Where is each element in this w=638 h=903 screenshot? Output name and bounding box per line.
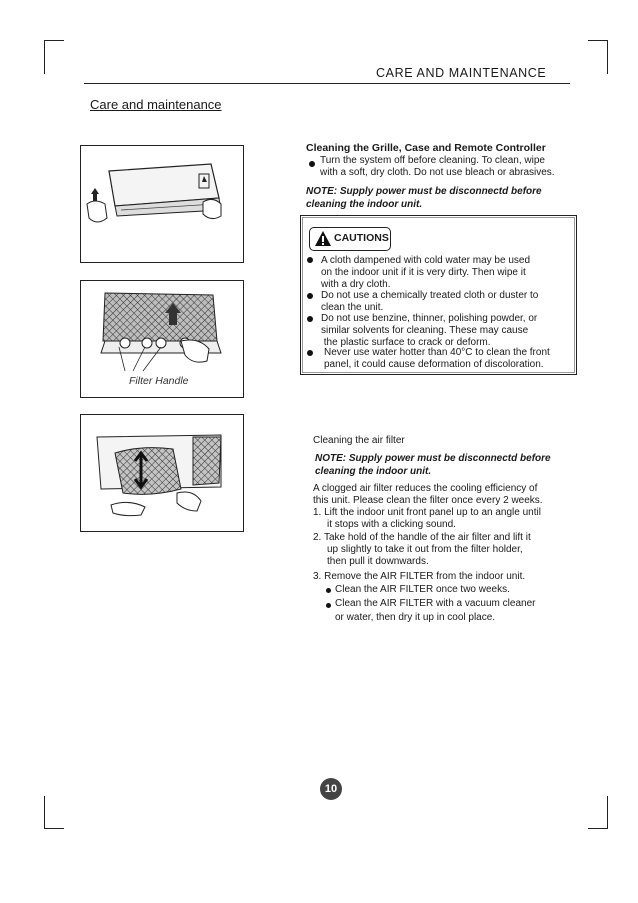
warning-icon [314,230,332,247]
grille-bullet-line-1: Turn the system off before cleaning. To clean, wipe [320,155,545,166]
grille-note-line-1: NOTE: Supply power must be disconnectd before [306,186,542,197]
filter-step-3: 3. Remove the AIR FILTER from the indoor unit. [313,571,526,582]
caution-2-line-1: Do not use a chemically treated cloth or duster to [321,290,539,301]
bullet-dot [307,316,313,322]
filter-removal-illustration [81,415,243,531]
crop-mark-top-left-h [44,40,64,41]
indoor-unit-illustration [81,146,243,262]
filter-sub-1: Clean the AIR FILTER once two weeks. [335,584,510,595]
filter-intro-line-2: this unit. Please clean the filter once every 2 weeks. [313,495,543,506]
crop-mark-bottom-left-v [44,796,45,829]
crop-mark-bottom-right-h [588,828,608,829]
filter-handle-caption: Filter Handle [129,375,189,387]
grille-note-line-2: cleaning the indoor unit. [306,199,423,210]
bullet-dot [307,350,313,356]
filter-sub-2-line-2: or water, then dry it up in cool place. [335,612,496,623]
crop-mark-top-left-v [44,40,45,74]
header-rule [84,83,570,84]
crop-mark-top-right-h [588,40,608,41]
caution-3-line-1: Do not use benzine, thinner, polishing powder, or [321,313,538,324]
crop-mark-bottom-right-v [607,796,608,829]
filter-note-line-1: NOTE: Supply power must be disconnectd before [315,453,551,464]
filter-step-1-line-1: 1. Lift the indoor unit front panel up to an angle until [313,507,541,518]
bullet-dot [309,161,315,167]
bullet-dot [326,603,331,608]
bullet-dot [307,293,313,299]
caution-3-line-3: the plastic surface to crack or deform. [321,337,491,348]
filter-step-2-line-2: up slightly to take it out from the filter holder, [327,544,523,555]
bullet-dot [307,257,313,263]
caution-1-line-1: A cloth dampened with cold water may be used [321,255,531,266]
caution-4-line-2: panel, it could cause deformation of discoloration. [324,359,544,370]
grille-heading: Cleaning the Grille, Case and Remote Controller [306,142,546,154]
section-header: CARE AND MAINTENANCE [376,66,547,80]
filter-heading: Cleaning the air filter [313,435,405,446]
figure-filter-removal [80,414,244,532]
crop-mark-bottom-left-h [44,828,64,829]
crop-mark-top-right-v [607,40,608,74]
filter-step-2-line-1: 2. Take hold of the handle of the air filter and lift it [313,532,531,543]
caution-1-line-3: with a dry cloth. [321,279,391,290]
caution-4-line-1: Never use water hotter than 40°C to clean the front [324,347,550,358]
figure-unit-cleaning [80,145,244,263]
filter-step-2-line-3: then pull it downwards. [327,556,429,567]
cautions-label: CAUTIONS [334,232,389,244]
bullet-dot [326,588,331,593]
filter-note-line-2: cleaning the indoor unit. [315,466,432,477]
cautions-badge [309,227,391,251]
filter-intro-line-1: A clogged air filter reduces the cooling efficiency of [313,483,538,494]
filter-step-1-line-2: it stops with a clicking sound. [327,519,456,530]
filter-sub-2-line-1: Clean the AIR FILTER with a vacuum cleaner [335,598,536,609]
caution-2-line-2: clean the unit. [321,302,384,313]
figure-filter-handle [80,280,244,398]
page-number: 10 [320,778,342,800]
page-title: Care and maintenance [90,97,222,112]
grille-bullet-line-2: with a soft, dry cloth. Do not use bleach or abrasives. [320,167,555,178]
caution-3-line-2: similar solvents for cleaning. These may cause [321,325,529,336]
caution-1-line-2: on the indoor unit if it is very dirty. Then wipe it [321,267,526,278]
